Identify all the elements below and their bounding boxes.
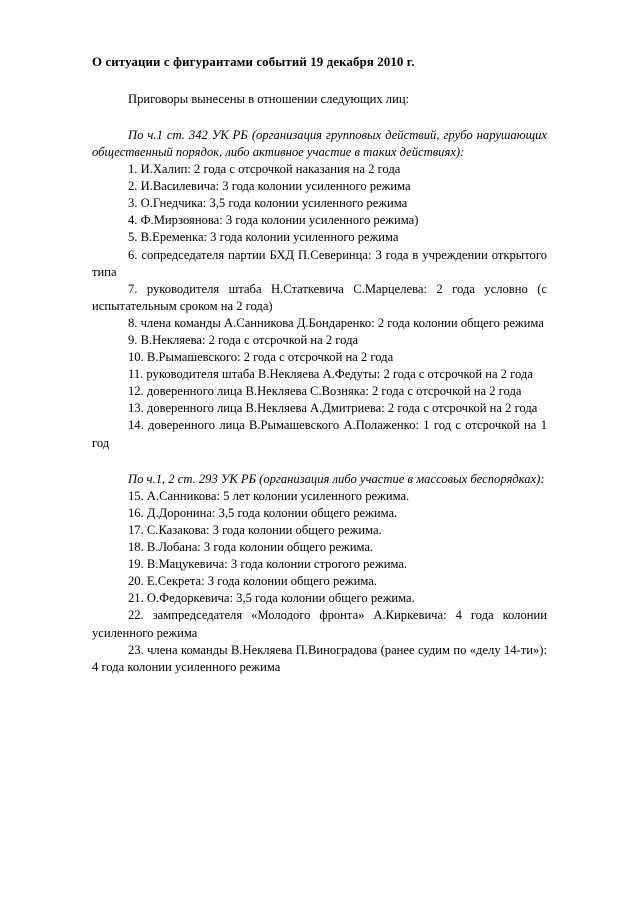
list-item: 16. Д.Доронина: 3,5 года колонии общего режима. <box>128 505 398 520</box>
list-item: 22. зампредседателя «Молодого фронта» А.Киркевича: 4 года колонии усиленного режима <box>92 608 547 640</box>
list-item: 12. доверенного лица В.Некляева С.Возняка: 2 года с отсрочкой на 2 года <box>128 384 522 399</box>
list-item: 6. сопредседателя партии БХД П.Северинца: 3 года в учреждении открытого типа <box>92 247 547 279</box>
list-item: 8. члена команды А.Санникова Д.Бондаренко: 2 года колонии общего режима <box>128 315 544 330</box>
intro-paragraph: Приговоры вынесены в отношении следующих лиц: <box>128 91 410 106</box>
list-item: 1. И.Халип: 2 года с отсрочкой наказания на 2 года <box>128 162 401 177</box>
list-item: 3. О.Гнедчика: 3,5 года колонии усиленного режима <box>128 196 408 211</box>
list-item: 4. Ф.Мирзоянова: 3 года колонии усиленного режима) <box>128 213 419 228</box>
list-item: 11. руководителя штаба В.Некляева А.Федуты: 2 года с отсрочкой на 2 года <box>128 367 533 382</box>
list-item: 5. В.Еременка: 3 года колонии усиленного режима <box>128 230 399 245</box>
section-list-1 <box>92 161 547 452</box>
list-item: 9. В.Некляева: 2 года с отсрочкой на 2 года <box>128 333 359 348</box>
list-item: 21. О.Федоркевича: 3,5 года колонии общего режима. <box>128 591 415 606</box>
list-item: 7. руководителя штаба Н.Статкевича С.Марцелева: 2 года условно (с испытательным сроком на 2 года) <box>92 281 547 313</box>
list-item: 19. В.Мацукевича: 3 года колонии строгого режима. <box>128 557 408 572</box>
section-list-2 <box>92 488 547 676</box>
list-item: 2. И.Василевича: 3 года колонии усиленного режима <box>128 179 411 194</box>
list-item: 17. С.Казакова: 3 года колонии общего режима. <box>128 522 382 537</box>
list-item: 23. члена команды В.Некляева П.Виноградова (ранее судим по «делу 14-ти»): 4 года колонии усиленного режима <box>92 642 547 674</box>
section-spacer <box>92 452 547 471</box>
title-spacer <box>92 69 547 91</box>
list-item: 14. доверенного лица В.Рымашевского А.Полаженко: 1 год с отсрочкой на 1 год <box>92 418 547 450</box>
section-heading-1: По ч.1 ст. 342 УК РБ (организация групповых действий, грубо нарушающих общественный порядок, либо активное участие в таких действиях): <box>92 127 547 159</box>
page-title: О ситуации с фигурантами событий 19 декабря 2010 г. <box>92 55 415 69</box>
list-item: 10. В.Рымашевского: 2 года с отсрочкой на 2 года <box>128 350 394 365</box>
list-item: 13. доверенного лица В.Некляева А.Дмитриева: 2 года с отсрочкой на 2 года <box>128 401 538 416</box>
list-item: 20. Е.Секрета: 3 года колонии общего режима. <box>128 574 377 589</box>
section-heading-2: По ч.1, 2 ст. 293 УК РБ (организация либо участие в массовых беспорядках): <box>128 471 545 486</box>
list-item: 15. А.Санникова: 5 лет колонии усиленного режима. <box>128 488 410 503</box>
intro-spacer <box>92 108 547 127</box>
list-item: 18. В.Лобана: 3 года колонии общего режима. <box>128 540 374 555</box>
document-body <box>92 56 547 676</box>
